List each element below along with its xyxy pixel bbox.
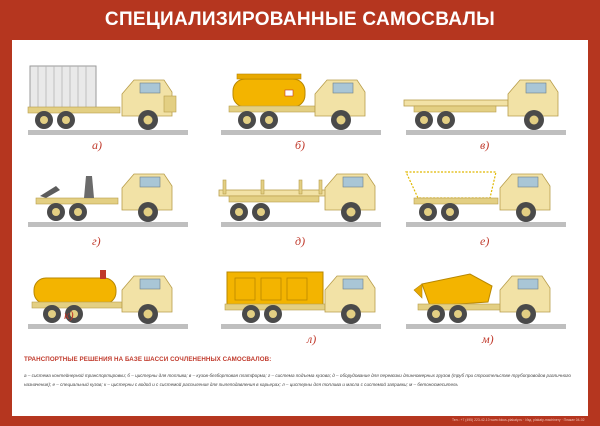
vehicle-label: м) bbox=[482, 332, 494, 346]
container-truck-illustration bbox=[22, 52, 194, 152]
vehicle-d bbox=[215, 162, 387, 262]
vehicle-label: г) bbox=[92, 234, 101, 248]
vehicle-label: а) bbox=[92, 138, 102, 152]
vehicle-l bbox=[215, 262, 387, 362]
caption-text: а – система контейнерной транспортировки; б – цистерны для топлива; в – кузов-безбортовая платформа; г – система подъема кузова; д – оборудование для перевозки длинномерных грузов (труб при строительстве трубопроводов различного назначения); е – специальный кузов; к – цистерны с водой и с системой распыления для пылеподавления в карьерах; л – цистерны для топлива и масла с системой заправки; м – бетоносмеситель bbox=[24, 373, 571, 387]
vehicle-b bbox=[215, 52, 387, 152]
header bbox=[0, 0, 600, 40]
water-tanker-truck-illustration bbox=[22, 262, 194, 362]
concrete-mixer-truck-illustration bbox=[400, 262, 572, 362]
vehicle-c bbox=[400, 52, 572, 152]
vehicle-label: б) bbox=[295, 138, 306, 152]
vehicle-label: в) bbox=[480, 138, 490, 152]
vehicle-label: к) bbox=[64, 308, 74, 322]
vehicle-label: д) bbox=[295, 234, 306, 248]
vehicle-m bbox=[400, 262, 572, 362]
vehicle-label: е) bbox=[480, 234, 490, 248]
vehicle-e bbox=[400, 162, 572, 262]
vehicle-a bbox=[22, 52, 194, 152]
footer-note: Тел.: +7 (495) 223-42-10 www.fokus-plakaty.ru · Изд. plakaty-machinery · Плакат 04-02 bbox=[452, 418, 585, 422]
fuel-tanker-illustration bbox=[215, 52, 387, 152]
vehicle-g bbox=[22, 162, 194, 262]
hook-lift-truck-illustration bbox=[22, 162, 194, 262]
flatbed-truck-illustration bbox=[400, 52, 572, 152]
caption-title: ТРАНСПОРТНЫЕ РЕШЕНИЯ НА БАЗЕ ШАССИ СОЧЛЕНЕННЫХ САМОСВАЛОВ: bbox=[24, 356, 272, 363]
service-truck-illustration bbox=[215, 262, 387, 362]
page-title: СПЕЦИАЛИЗИРОВАННЫЕ САМОСВАЛЫ bbox=[104, 9, 496, 30]
vehicle-label: л) bbox=[307, 332, 317, 346]
vehicle-k bbox=[22, 262, 194, 362]
